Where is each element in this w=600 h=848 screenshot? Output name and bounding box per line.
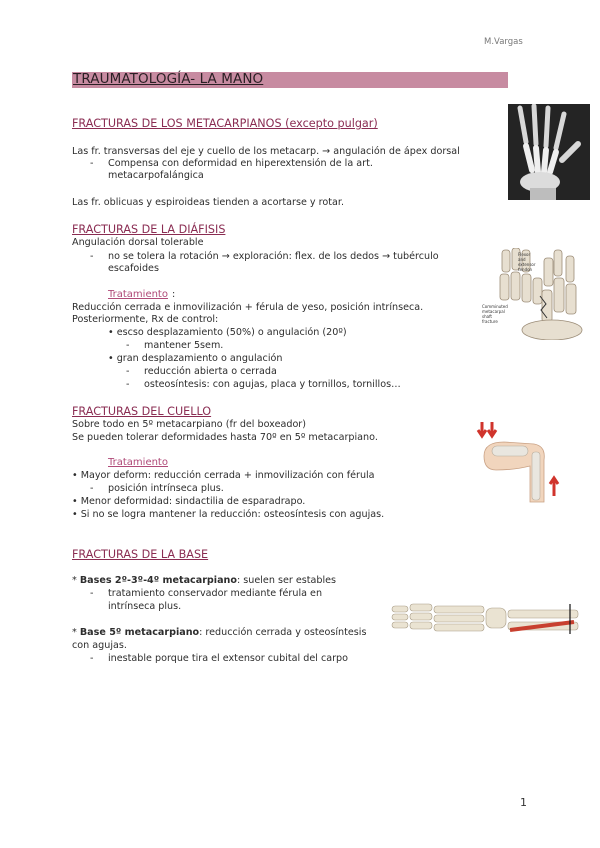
paragraph: * Base 5º metacarpiano: reducción cerrada y osteosíntesis xyxy=(72,627,367,638)
bullet-item: • gran desplazamiento o angulación xyxy=(108,353,283,364)
treatment-subheading: Tratamiento xyxy=(108,289,168,300)
bold-term: Bases 2º-3º-4º metacarpiano xyxy=(79,575,237,586)
paragraph: Las fr. transversas del eje y cuello de los metacarp. → angulación de ápex dorsal xyxy=(72,146,460,157)
treatment-subheading: Tratamiento xyxy=(108,457,168,468)
bullet-item: - no se tolera la rotación → exploración: flex. de los dedos → tubérculo xyxy=(108,251,439,264)
bullet-continuation: metacarpofalángica xyxy=(108,170,204,181)
page-title: TRAUMATOLOGÍA- LA MANO xyxy=(73,71,264,87)
metacarpal-fracture-illustration xyxy=(480,248,590,340)
bullet-item: • Mayor deform: reducción cerrada + inmovilización con férula xyxy=(72,470,375,481)
paragraph: Angulación dorsal tolerable xyxy=(72,237,204,248)
fig-label-tendon-2: and xyxy=(518,257,526,262)
fig-label-tendon-1: Flexor xyxy=(518,252,531,257)
bullet-continuation: escafoides xyxy=(108,263,159,274)
bullet-item: - inestable porque tira el extensor cubital del carpo xyxy=(108,653,348,666)
section-heading-base: FRACTURAS DE LA BASE xyxy=(72,548,209,561)
fig-label-tendon-3: extensor xyxy=(518,262,536,267)
paragraph: Las fr. oblicuas y espiroideas tienden a acortarse y rotar. xyxy=(72,197,345,208)
bullet-item: - posición intrínseca plus. xyxy=(108,483,224,496)
bullet-item: - Compensa con deformidad en hiperextensión de la art. xyxy=(108,158,373,171)
fig-label-fracture-3: shaft xyxy=(482,314,492,319)
xray-hand-image xyxy=(508,104,590,200)
paragraph: Posteriormente, Rx de control: xyxy=(72,314,219,325)
fig-label-fracture-1: Comminuted xyxy=(482,304,508,309)
bullet-item: • Si no se logra mantener la reducción: osteosíntesis con agujas. xyxy=(72,509,385,520)
fig-label-fracture-4: fracture xyxy=(482,319,498,324)
author-name: M.Vargas xyxy=(484,37,523,47)
treatment-colon: : xyxy=(172,289,176,300)
bullet-item: - tratamiento conservador mediante férula en xyxy=(108,588,322,601)
paragraph: Se pueden tolerar deformidades hasta 70º en 5º metacarpiano. xyxy=(72,432,378,443)
bullet-item: - mantener 5sem. xyxy=(144,340,223,353)
page-number: 1 xyxy=(520,796,527,809)
bullet-item: - reducción abierta o cerrada xyxy=(144,366,277,379)
section-heading-diafisis: FRACTURAS DE LA DIÁFISIS xyxy=(72,223,226,236)
bullet-item: • Menor deformidad: sindactilia de esparadrapo. xyxy=(72,496,306,507)
bold-term: Base 5º metacarpiano xyxy=(79,627,200,638)
section-heading-metacarpianos: FRACTURAS DE LOS METACARPIANOS (excepto pulgar) xyxy=(72,117,378,130)
paragraph: con agujas. xyxy=(72,640,127,651)
svg-text:Flexorandextensortendon xyxy=(518,252,536,272)
boxer-fracture-illustration xyxy=(474,416,566,506)
paragraph: * Bases 2º-3º-4º metacarpiano: suelen ser estables xyxy=(72,575,337,586)
paragraph: Reducción cerrada e inmovilización + férula de yeso, posición intrínseca. xyxy=(72,302,424,313)
section-heading-cuello: FRACTURAS DEL CUELLO xyxy=(72,405,212,418)
fig-label-tendon-4: tendon xyxy=(518,267,533,272)
fig-label-fracture-2: metacarpal xyxy=(482,309,505,314)
bullet-item: - osteosíntesis: con agujas, placa y tornillos, tornillos… xyxy=(144,379,401,392)
svg-text:Comminutedmetacarpalshaftfract xyxy=(482,304,508,324)
paragraph: Sobre todo en 5º metacarpiano (fr del boxeador) xyxy=(72,419,306,430)
base-fracture-illustration xyxy=(390,600,586,640)
bullet-continuation: intrínseca plus. xyxy=(108,601,182,612)
bullet-item: • escso desplazamiento (50%) o angulación (20º) xyxy=(108,327,347,338)
